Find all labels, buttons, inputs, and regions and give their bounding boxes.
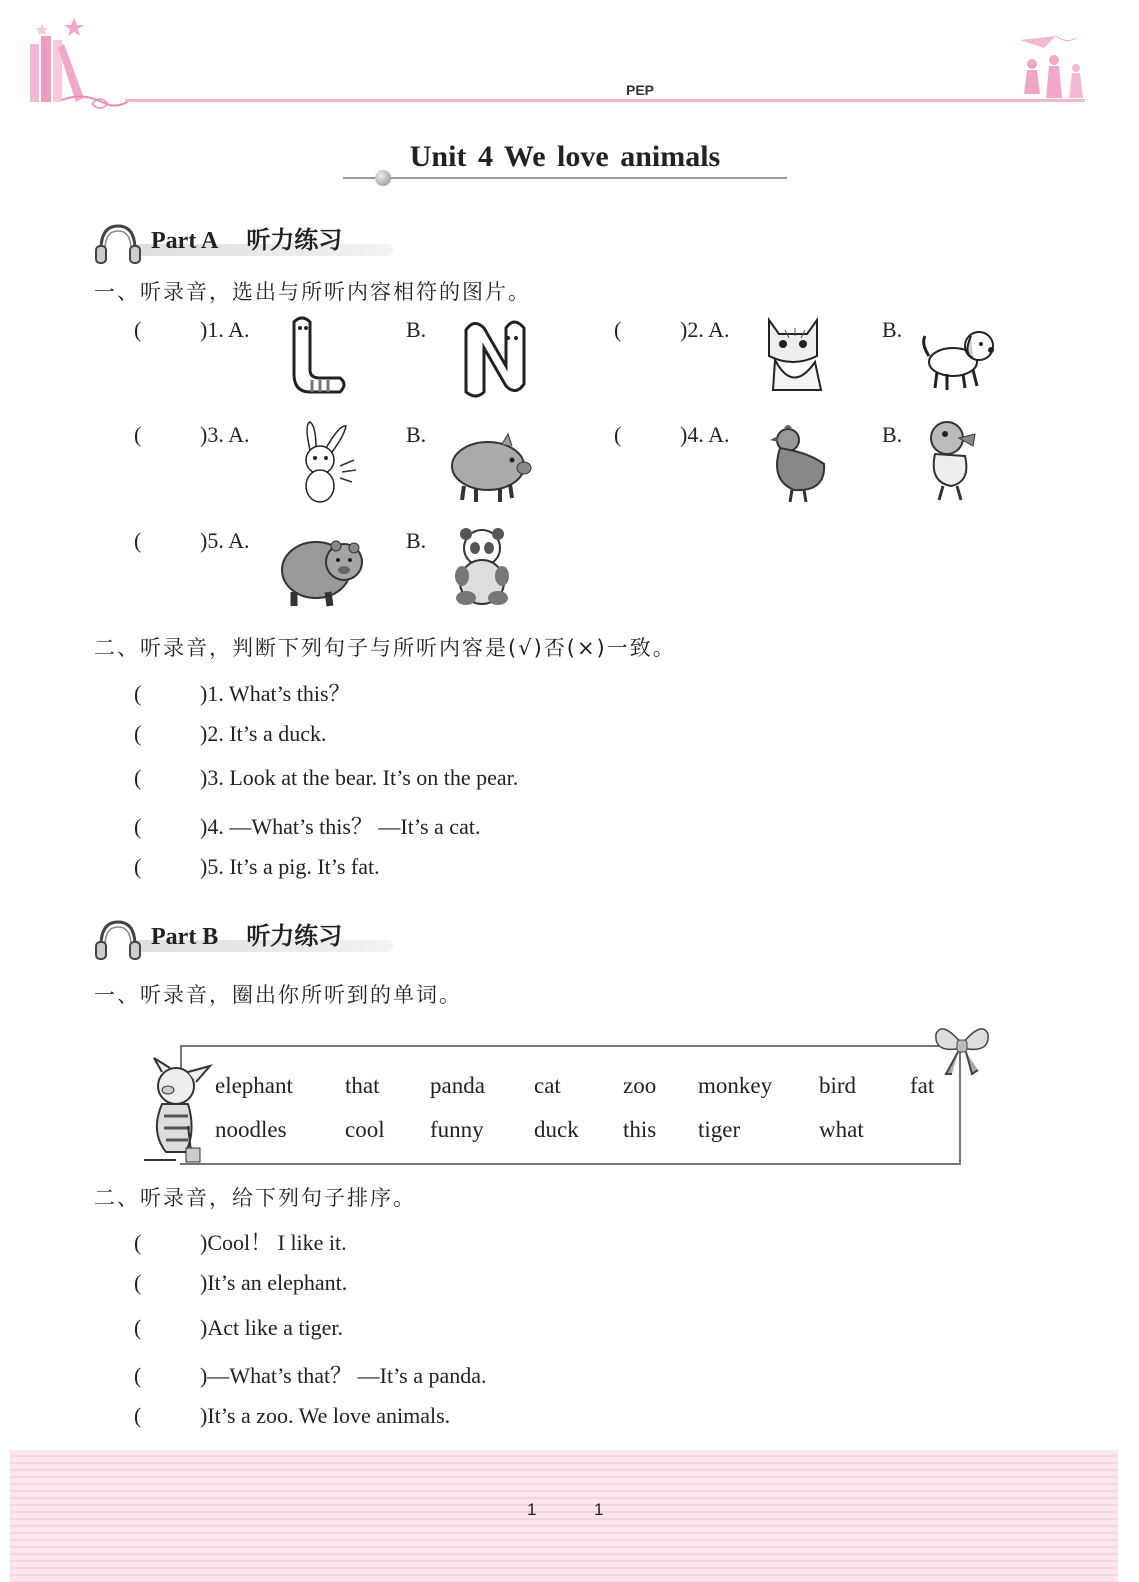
judgment-item: ( )2. It’s a duck. (134, 721, 327, 746)
piglet-character-icon (136, 1056, 218, 1166)
word-option[interactable]: noodles (215, 1117, 287, 1142)
judgment-item: ( )5. It’s a pig. It’s fat. (134, 854, 380, 879)
ordering-item: ( )Act like a tiger. (134, 1315, 343, 1340)
cat-icon (755, 310, 845, 396)
kids-kite-decoration-icon (1016, 34, 1090, 104)
judgment-item: ( )4. —What’s this？ —It’s a cat. (134, 814, 481, 839)
part-a-section2-instruction: 二、听录音，判断下列句子与所听内容是(√)否(×)一致。 (94, 636, 676, 660)
page-number-left: 1 (527, 1500, 537, 1519)
part-b-section1-instruction: 一、听录音，圈出你所听到的单词。 (94, 983, 462, 1007)
books-decoration-icon (22, 14, 134, 116)
page-title: Unit 4 We love animals (409, 140, 721, 173)
ordering-item: ( )It’s an elephant. (134, 1270, 348, 1295)
page-number-right: 1 (594, 1500, 604, 1519)
part-b-section2-instruction: 二、听录音，给下列句子排序。 (94, 1186, 416, 1210)
picture-question-4: ( )4. A. (614, 422, 730, 447)
question-number: )3. A. (200, 422, 250, 447)
word-option[interactable]: cool (345, 1117, 385, 1142)
option-b-label: B. (406, 422, 427, 447)
question-number: )4. A. (680, 422, 730, 447)
header-rule (125, 99, 1085, 102)
chicken-icon (760, 420, 850, 506)
word-box (180, 1045, 961, 1165)
letter-l-worm-icon (280, 314, 370, 400)
question-number: )5. A. (200, 528, 250, 553)
picture-question-2: ( )2. A. (614, 317, 730, 342)
ordering-item: ( )Cool！ I like it. (134, 1230, 347, 1255)
word-option[interactable]: funny (430, 1117, 484, 1142)
series-code: PEP (626, 82, 655, 98)
option-b-label: B. (882, 422, 903, 447)
rabbit-icon (280, 420, 370, 506)
title-bullet (375, 170, 391, 186)
headphones-icon (93, 916, 143, 962)
word-option[interactable]: fat (910, 1073, 935, 1098)
part-a-section1-instruction: 一、听录音，选出与所听内容相符的图片。 (94, 280, 531, 304)
dog-icon (915, 314, 1005, 400)
footer-band (10, 1450, 1118, 1582)
part-a-heading (93, 218, 403, 266)
word-option[interactable]: that (345, 1073, 380, 1098)
judgment-item: ( )3. Look at the bear. It’s on the pear. (134, 765, 519, 790)
part-a-label: Part A (151, 228, 219, 254)
word-option[interactable]: tiger (698, 1117, 741, 1142)
part-b-heading (93, 914, 403, 962)
word-option[interactable]: cat (534, 1073, 561, 1098)
panda-icon (446, 524, 536, 610)
word-option[interactable]: bird (819, 1073, 857, 1098)
picture-question-5: ( )5. A. (134, 528, 250, 553)
part-b-label: Part B (151, 924, 219, 950)
word-option[interactable]: this (623, 1117, 657, 1142)
word-option[interactable]: panda (430, 1073, 485, 1098)
bow-icon (932, 1020, 992, 1076)
question-number: )1. A. (200, 317, 250, 342)
letter-n-worm-icon (450, 314, 540, 400)
word-option[interactable]: zoo (623, 1073, 657, 1098)
headphones-icon (93, 220, 143, 266)
title-underline (343, 177, 787, 179)
option-b-label: B. (406, 317, 427, 342)
part-a-title: 听力练习 (246, 226, 343, 254)
pig-icon (446, 426, 536, 512)
word-option[interactable]: elephant (215, 1073, 293, 1098)
picture-question-1: ( )1. A. (134, 317, 250, 342)
word-option[interactable]: monkey (698, 1073, 773, 1098)
duck-icon (915, 416, 1005, 502)
option-b-label: B. (882, 317, 903, 342)
ordering-item: ( )—What’s that？ —It’s a panda. (134, 1363, 487, 1388)
word-option[interactable]: what (819, 1117, 864, 1142)
picture-question-3: ( )3. A. (134, 422, 250, 447)
word-option[interactable]: duck (534, 1117, 579, 1142)
ordering-item: ( )It’s a zoo. We love animals. (134, 1403, 451, 1428)
part-b-title: 听力练习 (246, 922, 343, 950)
bear-icon (280, 526, 370, 612)
option-b-label: B. (406, 528, 427, 553)
question-number: )2. A. (680, 317, 730, 342)
judgment-item: ( )1. What’s this？ (134, 681, 351, 706)
